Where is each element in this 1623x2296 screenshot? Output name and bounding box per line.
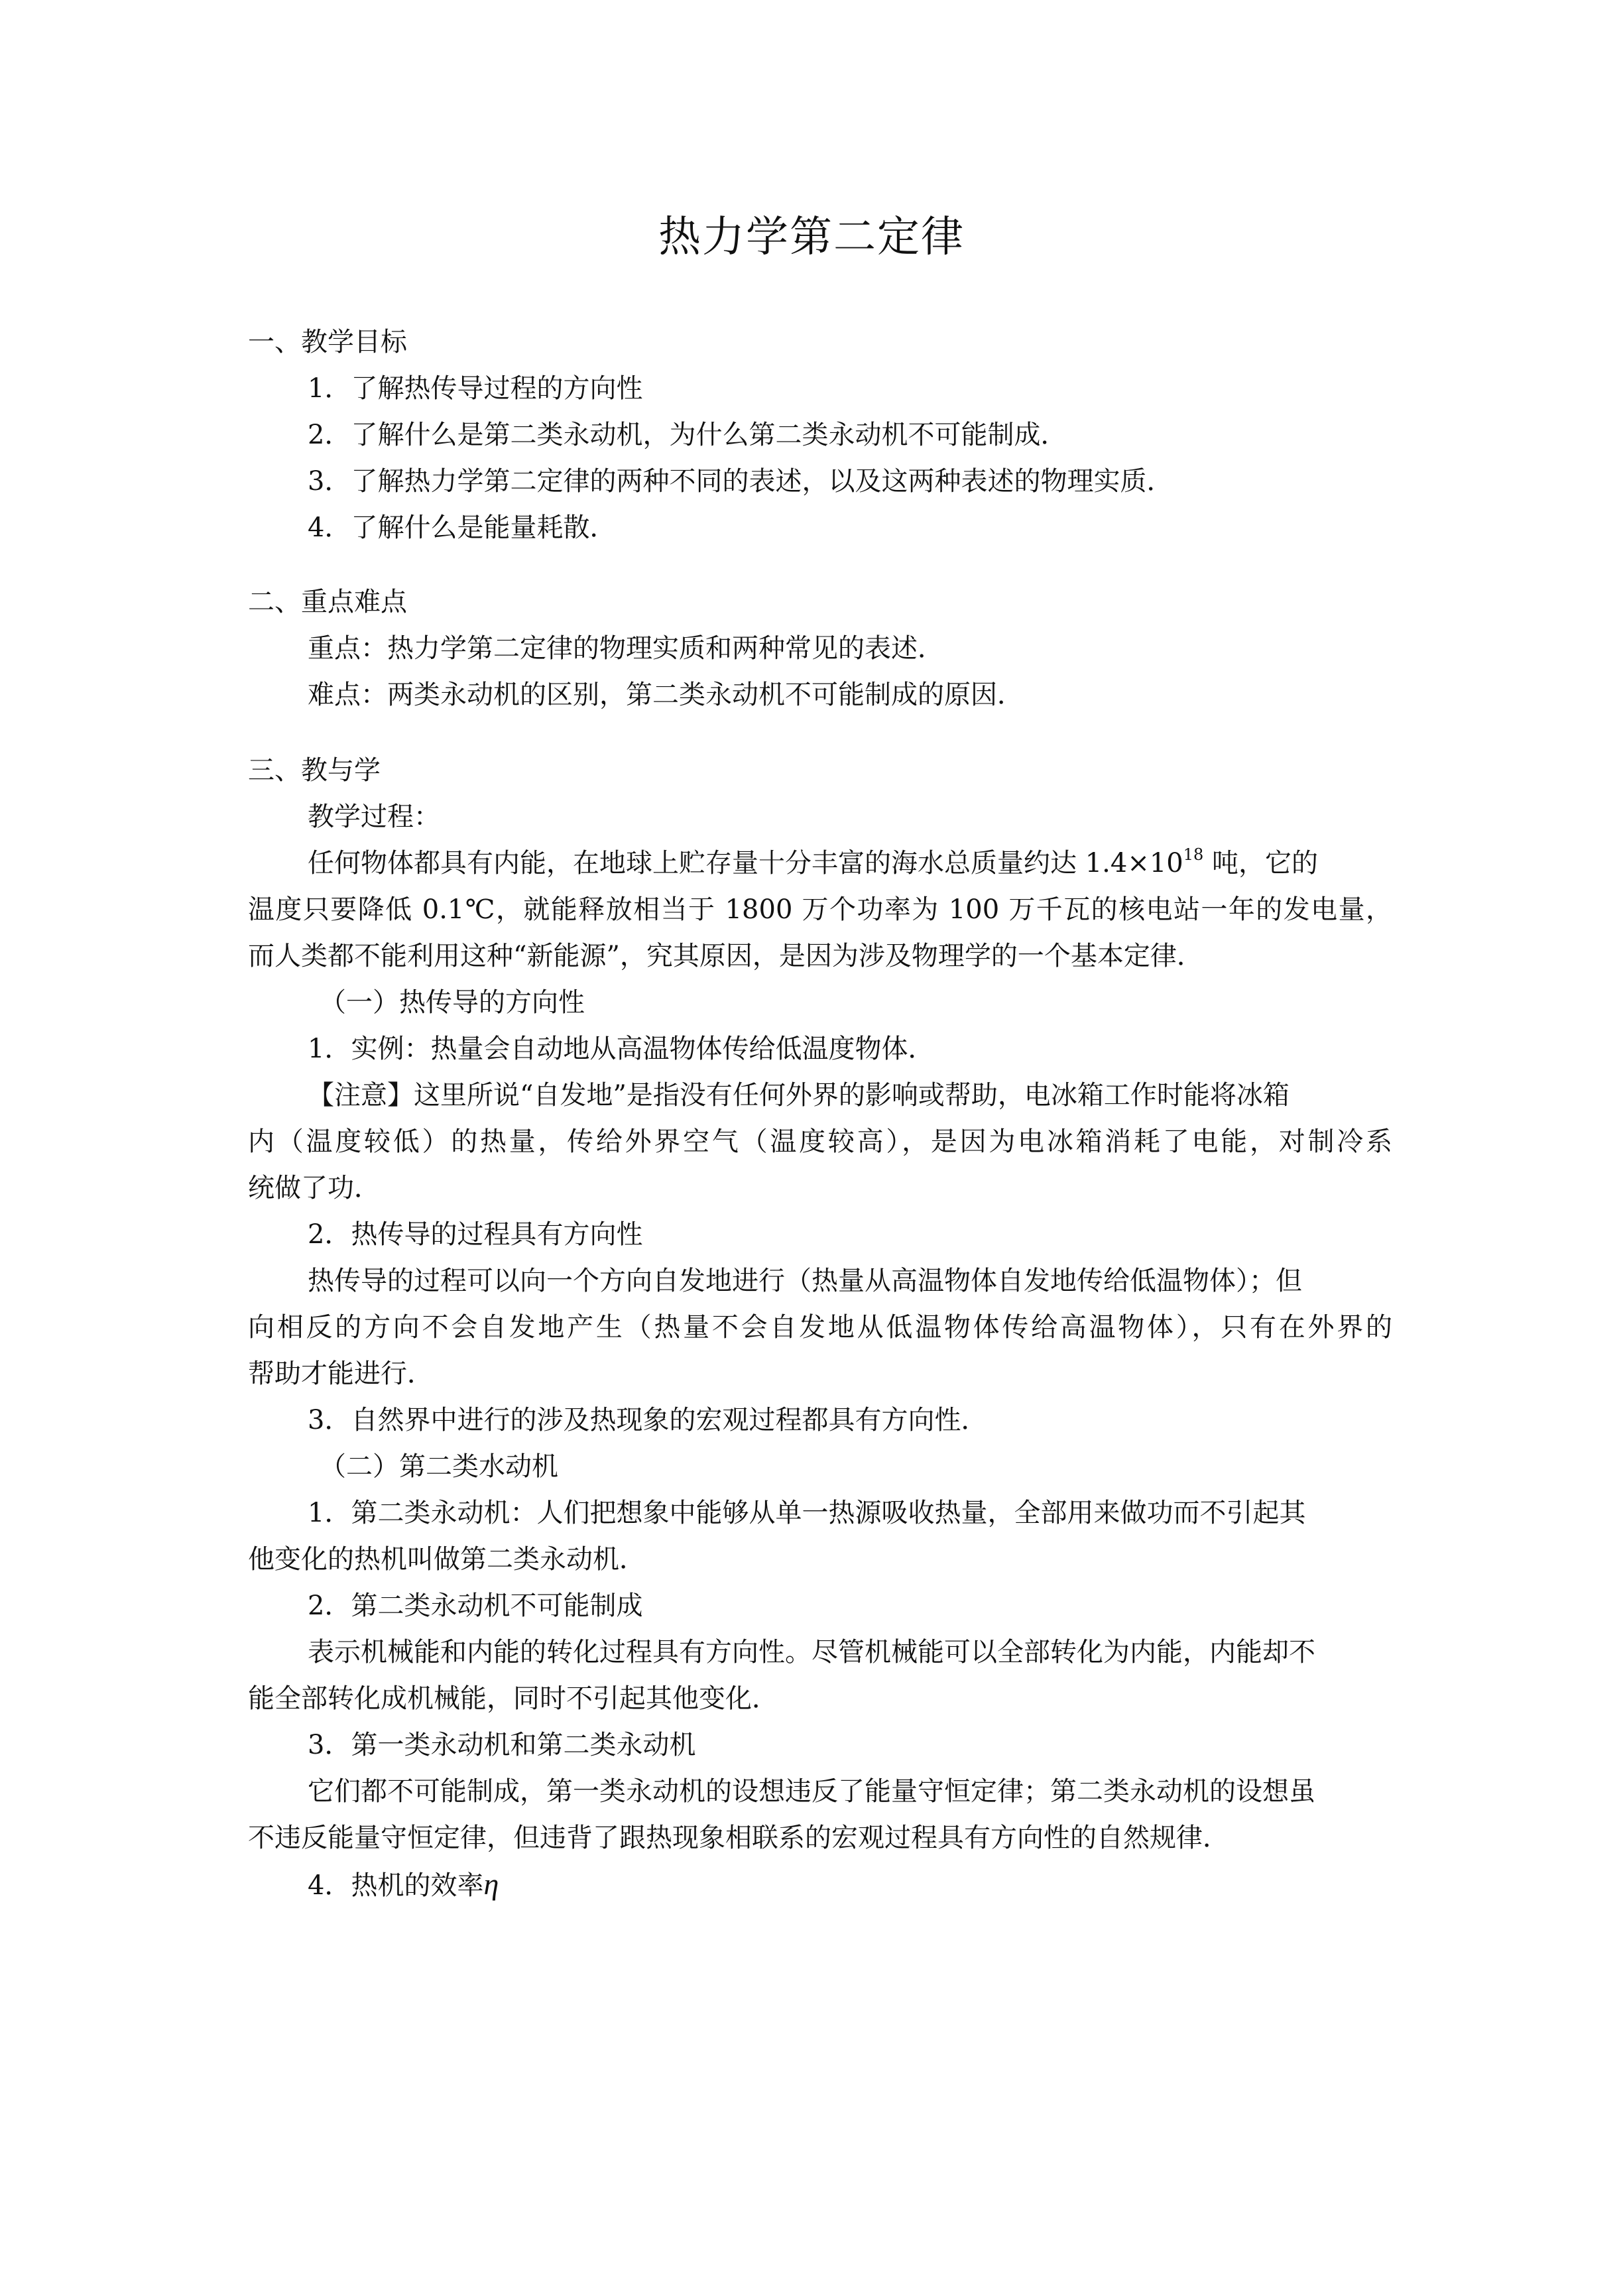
note-line: 内（温度较低）的热量，传给外界空气（温度较高），是因为电冰箱消耗了电能，对制冷系 — [248, 1126, 1392, 1157]
list-item: 2．第二类永动机不可能制成 — [308, 1591, 643, 1621]
list-item: 3．自然界中进行的涉及热现象的宏观过程都具有方向性． — [308, 1405, 988, 1435]
teaching-process-label: 教学过程： — [308, 802, 440, 832]
paragraph-line: 向相反的方向不会自发地产生（热量不会自发地从低温物体传给高温物体），只有在外界的 — [248, 1312, 1392, 1343]
intro-paragraph-line: 任何物体都具有内能，在地球上贮存量十分丰富的海水总质量约达 $1.4\times 10^{18}$ 吨，它的 — [308, 845, 1319, 878]
list-item: 1．第二类永动机：人们把想象中能够从单一热源吸收热量，全部用来做功而不引起其 — [308, 1498, 1306, 1528]
note-line: 统做了功． — [248, 1173, 381, 1203]
paragraph-line: 它们都不可能制成，第一类永动机的设想违反了能量守恒定律；第二类永动机的设想虽 — [308, 1776, 1315, 1807]
paragraph-line: 帮助才能进行． — [248, 1359, 434, 1389]
eta-symbol: η — [483, 1867, 499, 1901]
key-point: 重点：热力学第二定律的物理实质和两种常见的表述． — [308, 633, 944, 664]
subsection-heading-perpetual-motion: （二）第二类水动机 — [320, 1451, 558, 1482]
page-title: 热力学第二定律 — [658, 213, 965, 262]
objective-item: 2．了解什么是第二类永动机，为什么第二类永动机不可能制成． — [308, 420, 1067, 450]
objective-item: 4．了解什么是能量耗散． — [308, 513, 617, 543]
section-heading-teaching: 三、教与学 — [248, 755, 381, 786]
list-item: 4．热机的效率η — [308, 1867, 499, 1901]
section-heading-key-points: 二、重点难点 — [248, 587, 407, 617]
exponent: 18 — [1183, 845, 1204, 864]
list-item: 3．第一类永动机和第二类永动机 — [308, 1730, 696, 1760]
paragraph-line: 他变化的热机叫做第二类永动机． — [248, 1544, 646, 1575]
section-heading-objectives: 一、教学目标 — [248, 327, 407, 357]
intro-paragraph-line: 而人类都不能利用这种“新能源”，究其原因，是因为涉及物理学的一个基本定律． — [248, 941, 1203, 971]
objective-item: 1．了解热传导过程的方向性 — [308, 373, 643, 404]
list-item: 2．热传导的过程具有方向性 — [308, 1219, 643, 1250]
paragraph-line: 热传导的过程可以向一个方向自发地进行（热量从高温物体自发地传给低温物体）；但 — [308, 1266, 1302, 1296]
intro-paragraph-line: 温度只要降低 0.1℃，就能释放相当于 1800 万个功率为 100 万千瓦的核电站一年的发电量， — [248, 894, 1392, 925]
paragraph-line: 表示机械能和内能的转化过程具有方向性。尽管机械能可以全部转化为内能，内能却不 — [308, 1637, 1315, 1667]
paragraph-line: 能全部转化成机械能，同时不引起其他变化． — [248, 1683, 778, 1714]
difficult-point: 难点：两类永动机的区别，第二类永动机不可能制成的原因． — [308, 680, 1024, 710]
list-item: 1．实例：热量会自动地从高温物体传给低温度物体． — [308, 1034, 935, 1064]
objective-item: 3．了解热力学第二定律的两种不同的表述，以及这两种表述的物理实质． — [308, 466, 1173, 497]
note-line: 【注意】这里所说“自发地”是指没有任何外界的影响或帮助，电冰箱工作时能将冰箱 — [308, 1080, 1290, 1111]
subsection-heading-heat-conduction: （一）热传导的方向性 — [320, 987, 585, 1018]
paragraph-line: 不违反能量守恒定律，但违背了跟热现象相联系的宏观过程具有方向性的自然规律． — [248, 1823, 1229, 1853]
